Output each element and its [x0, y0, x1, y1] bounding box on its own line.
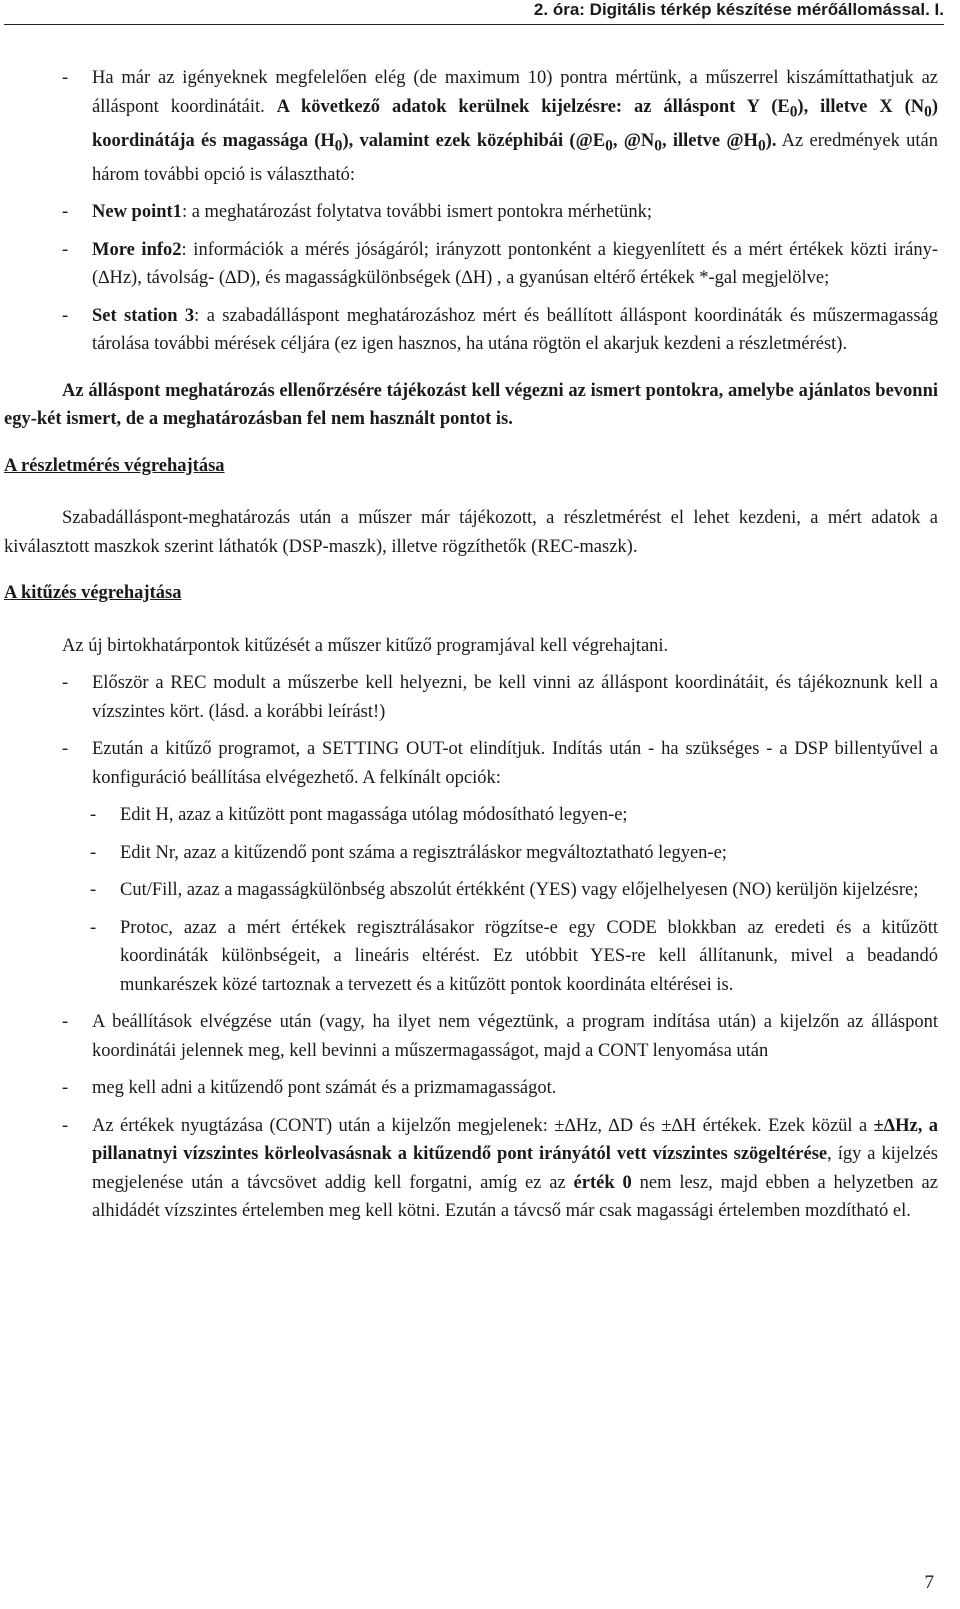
- page-content: [4, 64, 938, 1235]
- config-option-text: Edit Nr, azaz a kitűzendő pont száma a regisztráláskor megváltoztatható legyen-e;: [120, 842, 727, 863]
- list-item-step: [4, 1074, 938, 1103]
- intro-bold: ).: [765, 130, 777, 151]
- page-header: [4, 0, 944, 25]
- subscript: 0: [757, 137, 766, 155]
- step-text: , így a kijelzés megjelenése után a távcsövet addig kell forgatni, amíg ez az: [92, 1144, 938, 1193]
- intro-text: Ha már az igényeknek megfelelően elég (de maximum 10) pontra mértünk, a műszerrel kiszámíttathatjuk az álláspont koordinátáit.: [92, 68, 938, 117]
- intro-bold: , @N: [612, 130, 655, 151]
- step-text: A beállítások elvégzése után (vagy, ha ilyet nem végeztünk, a program indítása után) a kijelzőn az álláspont koordinátái jelennek meg, kell bevinni a műszermagasságot, majd a CONT lenyomása után: [92, 1012, 938, 1061]
- list-item-step: [4, 1008, 938, 1065]
- section-paragraph: Szabadálláspont-meghatározás után a műszer már tájékozott, a részletmérést el lehet kezdeni, a mért adatok a kiválasztott maszkok szerint láthatók (DSP-maszk), illetve rögzíthetők (REC-maszk).: [4, 508, 938, 557]
- list-item-intro: [4, 64, 938, 189]
- list-dash: -: [62, 1012, 69, 1033]
- intro-bold: ), illetve X (N: [797, 96, 925, 117]
- intro-text: Az eredmények után három további opció is választható:: [92, 130, 938, 185]
- list-dash: -: [62, 673, 69, 694]
- section-paragraph: Az új birtokhatárpontok kitűzését a műszer kitűző programjával kell végrehajtani.: [62, 635, 669, 656]
- subscript: 0: [924, 103, 932, 121]
- intro-bold: A következő adatok kerülnek kijelzésre: az álláspont Y (E: [276, 96, 790, 117]
- sub-list-item: [4, 801, 938, 830]
- list-dash: -: [62, 1078, 69, 1099]
- sub-list-item: [4, 876, 938, 905]
- intro-bold: ), valamint ezek középhibái (@E: [342, 130, 606, 151]
- list-dash: -: [62, 202, 69, 223]
- config-option-text: Edit H, azaz a kitűzött pont magassága utólag módosítható legyen-e;: [120, 805, 628, 826]
- list-dash: -: [90, 805, 97, 826]
- list-dash: -: [90, 917, 97, 938]
- step-text: Az értékek nyugtázása (CONT) után a kijelzőn megjelenek: ±∆Hz, ∆D és ±∆H értékek. Ezek közül a: [92, 1115, 874, 1136]
- list-item-step: [4, 735, 938, 792]
- section-heading-staking-out: A kitűzés végrehajtása: [4, 583, 182, 604]
- list-dash: -: [62, 239, 69, 260]
- list-dash: -: [62, 305, 69, 326]
- step-text: meg kell adni a kitűzendő pont számát és a prizmamagasságot.: [92, 1078, 557, 1099]
- bold-paragraph: Az álláspont meghatározás ellenőrzésére tájékozást kell végezni az ismert pontokra, amelybe ajánlatos bevonni egy-két ismert, de a meghatározásban fel nem használt pontot is.: [4, 380, 938, 430]
- config-option-text: Cut/Fill, azaz a magasságkülönbség abszolút értékként (YES) vagy előjelhelyesen (NO) kerüljön kijelzésre;: [120, 880, 919, 901]
- step-text: Ezután a kitűző programot, a SETTING OUT-ot elindítjuk. Indítás után - ha szükséges - a DSP billentyűvel a konfiguráció beállítása elvégezhető. A felkínált opciók:: [92, 739, 938, 788]
- option-text: : a meghatározást folytatva további ismert pontokra mérhetünk;: [181, 202, 652, 223]
- sub-list-item: [4, 914, 938, 1000]
- option-name: More info2: [92, 239, 182, 260]
- list-dash: -: [62, 1115, 69, 1136]
- list-item-option: [4, 302, 938, 359]
- list-item-step: [4, 669, 938, 726]
- step-text: Először a REC modult a műszerbe kell helyezni, be kell vinni az álláspont koordinátáit, és tájékoznunk kell a vízszintes kört. (lásd. a korábbi leírást!): [92, 673, 938, 722]
- list-item-option: [4, 236, 938, 293]
- config-option-text: Protoc, azaz a mért értékek regisztrálásakor rögzítse-e egy CODE blokkban az eredeti és a kitűzött koordináták különbségeit, a lineáris eltérést. Ez utóbbit YES-re kell állítanunk, mivel a beadandó munkarészek közé tartoznak a tervezett és a kitűzött pontok koordináta eltérései is.: [120, 917, 938, 995]
- list-item-option: [4, 198, 938, 227]
- option-name: New point1: [92, 202, 182, 223]
- subscript: 0: [334, 137, 343, 155]
- list-dash: -: [90, 842, 97, 863]
- section-heading-detail-survey: A részletmérés végrehajtása: [4, 455, 225, 476]
- header-title: 2. óra: Digitális térkép készítése mérőállomással. I.: [533, 0, 944, 19]
- list-dash: -: [62, 739, 69, 760]
- subscript: 0: [605, 137, 613, 155]
- step-bold: ±∆Hz, a pillanatnyi vízszintes körleolvasásnak a kitűzendő pont irányától vett vízszintes szögeltérése: [92, 1115, 938, 1165]
- subscript: 0: [789, 103, 798, 121]
- intro-bold: ) koordinátája és magassága (H: [92, 96, 939, 151]
- option-text: : információk a mérés jóságáról; irányzott pontonként a kiegyenlített és a mért értékek közti irány- (∆Hz), távolság- (∆D), és magasságkülönbségek (∆H) , a gyanúsan eltérő értékek *-gal megjelölve;: [92, 239, 939, 289]
- intro-bold: , illetve @H: [661, 130, 758, 151]
- option-name: Set station 3: [92, 305, 195, 326]
- list-item-step: [4, 1112, 938, 1226]
- sub-list-item: [4, 839, 938, 868]
- step-bold: érték 0: [573, 1172, 632, 1193]
- list-dash: -: [62, 68, 69, 88]
- page-number: 7: [924, 1572, 934, 1593]
- subscript: 0: [654, 137, 662, 155]
- step-text: nem lesz, majd ebben a helyzetben az alhidádét vízszintes értelemben meg kell kötni. Ezután a távcső már csak magassági értelemben mozdítható el.: [92, 1172, 938, 1222]
- option-text: : a szabadálláspont meghatározáshoz mért és beállított álláspont koordináták és műszermagasság tárolása további mérések céljára (ez igen hasznos, ha utána rögtön el akarjuk kezdeni a részletmérést).: [92, 305, 938, 355]
- list-dash: -: [90, 880, 97, 901]
